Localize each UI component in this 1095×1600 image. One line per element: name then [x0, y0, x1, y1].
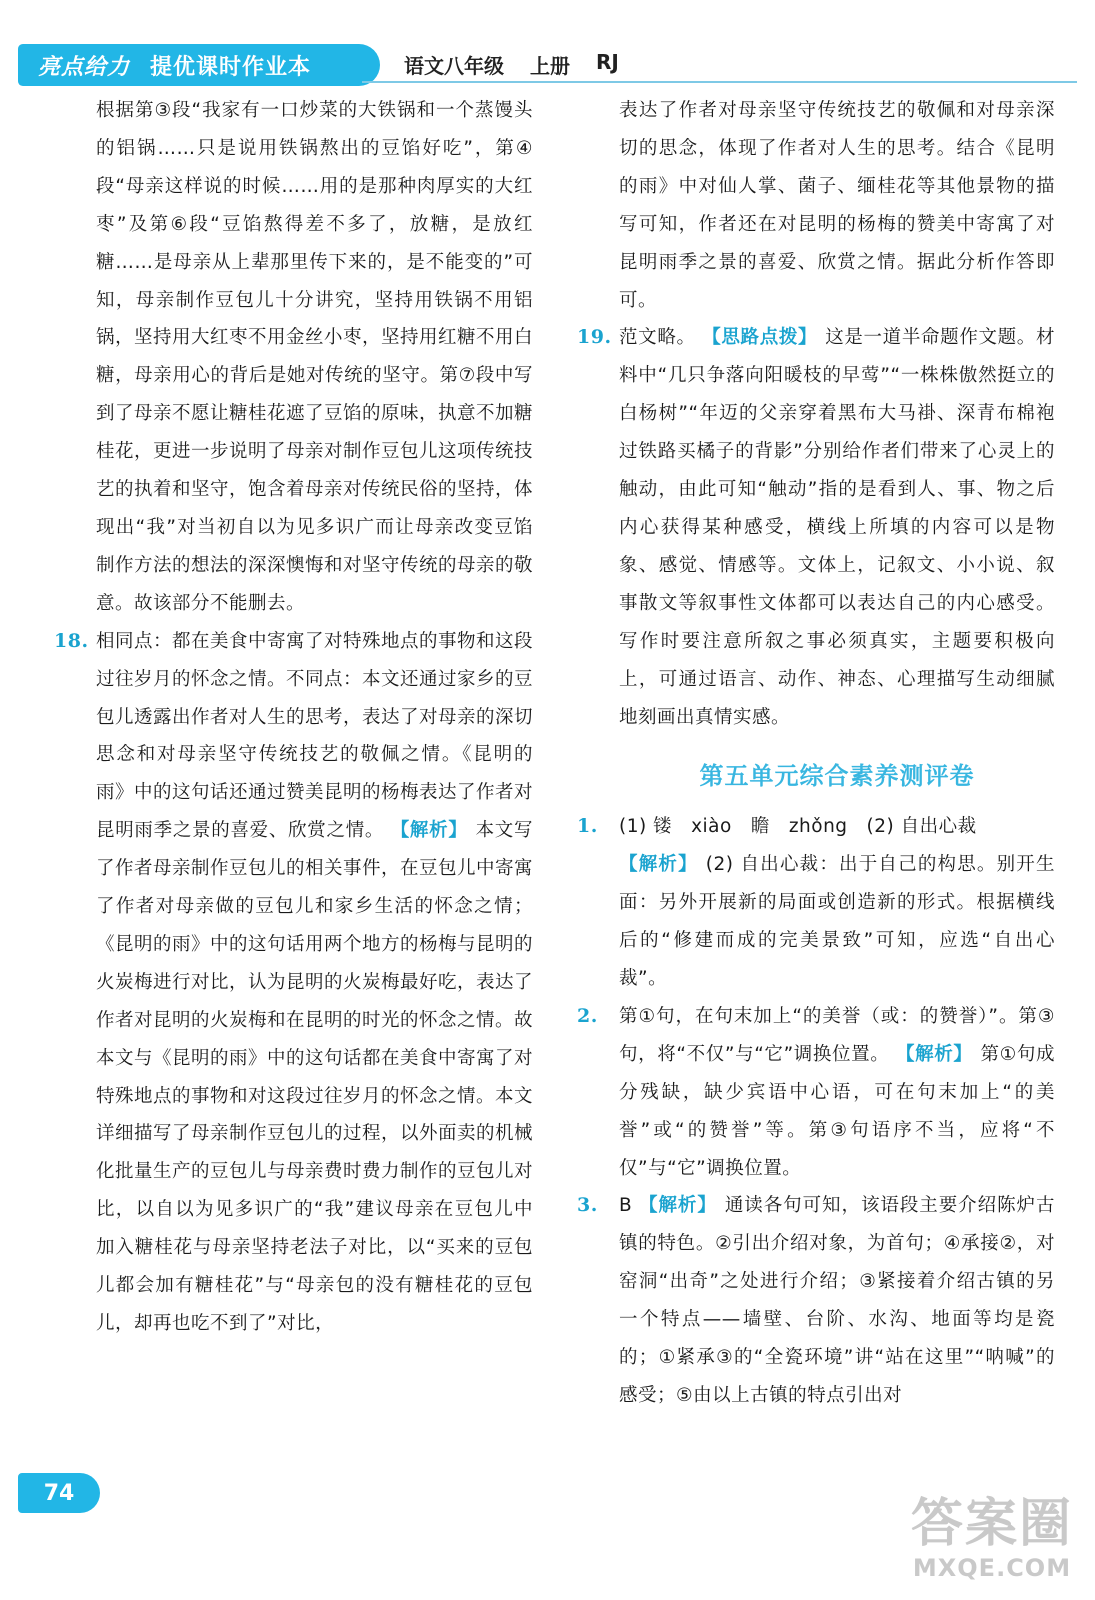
- question-number-3: 3.: [577, 1194, 598, 1217]
- page-number: 74: [18, 1473, 100, 1513]
- analysis-1-text: (2) 自出心裁：出于自己的构思。别开生面：另外开展新的局面或创造新的形式。根据横线后的“修建而成的完美景致”可知，应选“自出心裁”。: [619, 854, 1055, 990]
- brand-name: 亮点给力: [38, 54, 131, 80]
- question-number-2: 2.: [577, 1004, 598, 1027]
- header-rule: [362, 81, 1077, 83]
- section-title: 第五单元综合素养测评卷: [699, 762, 975, 791]
- analysis-tag-18: 【解析】: [390, 820, 468, 842]
- answer-19: [577, 319, 1055, 736]
- watermark-logo-text: 答案圈: [910, 1494, 1073, 1554]
- analysis-2-text: 第①句成分残缺，缺少宾语中心语，可在句末加上“的美誉”或“的赞誉”等。第③句语序不当，应将“不仅”与“它”调换位置。: [619, 1043, 1055, 1179]
- header-badge: [18, 44, 380, 86]
- book-info: [404, 50, 619, 79]
- volume: 上册: [530, 54, 570, 78]
- answer-3: [577, 1187, 1055, 1414]
- answer-18: [54, 623, 534, 1343]
- answer-3-text: B: [619, 1195, 633, 1217]
- continued-analysis-18: 表达了作者对母亲坚守传统技艺的敬佩和对母亲深切的思念，体现了作者对人生的思考。结合《昆明的雨》中对仙人掌、菌子、缅桂花等其他景物的描写可知，作者还在对昆明的杨梅的赞美中寄寓了对昆明雨季之景的喜爱、欣赏之情。据此分析作答即可。: [619, 100, 1055, 311]
- answer-19-text: 范文略。: [619, 327, 696, 349]
- hint-tag-19: 【思路点拨】: [702, 327, 818, 349]
- question-number-19: 19.: [577, 326, 612, 349]
- answer-2-text: 第①句，在句末加上“的美誉（或：的赞誉）”。第③句，将“不仅”与“它”调换位置。: [619, 1005, 1055, 1065]
- watermark-url: MXQE.COM: [912, 1554, 1072, 1582]
- answer-1-text: (1) 镂 xiào 瞻 zhǒng (2) 自出心裁: [619, 816, 977, 838]
- answer-1: [577, 808, 1055, 998]
- subject-grade: 语文八年级: [404, 54, 504, 78]
- continued-answer-17: 根据第③段“我家有一口炒菜的大铁锅和一个蒸馒头的铝锅……只是说用铁锅熬出的豆馅好吃”，第④段“母亲这样说的时候……用的是那种肉厚实的大红枣”及第⑥段“豆馅熬得差不多了，放糖，是放红糖……是母亲从上辈那里传下来的，是不能变的”可知，母亲制作豆包儿十分讲究，坚持用铁锅不用铝锅，坚持用大红枣不用金丝小枣，坚持用红糖不用白糖，母亲用心的背后是她对传统的坚守。第⑦段中写到了母亲不愿让糖桂花遮了豆馅的原味，执意不加糖桂花，更进一步说明了母亲对制作豆包儿这项传统技艺的执着和坚守，饱含着母亲对传统民俗的坚持，体现出“我”对当初自以为见多识广而让母亲改变豆馅制作方法的想法的深深懊悔和对坚守传统的母亲的敬意。故该部分不能删去。: [96, 100, 534, 614]
- answer-18-text: 相同点：都在美食中寄寓了对特殊地点的事物和这段过往岁月的怀念之情。不同点：本文还通过家乡的豆包儿透露出作者对人生的思考，表达了对母亲的深切思念和对母亲坚守传统技艺的敬佩之情。《昆明的雨》中的这句话还通过赞美昆明的杨梅表达了作者对昆明雨季之景的喜爱、欣赏之情。: [96, 630, 534, 842]
- answer-2: [577, 998, 1055, 1188]
- question-number-1: 1.: [577, 815, 598, 838]
- right-column: [577, 92, 1055, 1415]
- edition: RJ: [596, 50, 619, 74]
- analysis-18-text: 本文写了作者母亲制作豆包儿的相关事件，在豆包儿中寄寓了作者对母亲做的豆包儿和家乡生活的怀念之情；《昆明的雨》中的这句话用两个地方的杨梅与昆明的火炭梅进行对比，认为昆明的火炭梅最好吃，表达了作者对昆明的火炭梅和在昆明的时光的怀念之情。故本文与《昆明的雨》中的这句话都在美食中寄寓了对特殊地点的事物和对这段过往岁月的怀念之情。本文详细描写了母亲制作豆包儿的过程，以外面卖的机械化批量生产的豆包儿与母亲费时费力制作的豆包儿对比，以自以为见多识广的“我”建议母亲在豆包儿中加入糖桂花与母亲坚持老法子对比，以“买来的豆包儿都会加有糖桂花”与“母亲包的没有糖桂花的豆包儿，却再也吃不到了”对比，: [96, 820, 534, 1334]
- analysis-tag-1: 【解析】: [619, 854, 698, 876]
- left-column: [54, 92, 534, 1343]
- question-number-18: 18.: [54, 629, 89, 652]
- hint-19-text: 这是一道半命题作文题。材料中“几只争落向阳暖枝的早莺”“一株株傲然挺立的白杨树”“年迈的父亲穿着黑布大马褂、深青布棉袍过铁路买橘子的背影”分别给作者们带来了心灵上的触动，由此可知“触动”指的是看到人、事、物之后内心获得某种感受，横线上所填的内容可以是物象、感觉、情感等。文体上，记叙文、小小说、叙事散文等叙事性文体都可以表达自己的内心感受。写作时要注意所叙之事必须真实，主题要积极向上，可通过语言、动作、神态、心理描写生动细腻地刻画出真情实感。: [619, 327, 1055, 728]
- analysis-tag-2: 【解析】: [895, 1043, 973, 1065]
- series-name: 提优课时作业本: [150, 54, 312, 80]
- watermark-logo: [911, 1494, 1073, 1582]
- analysis-tag-3: 【解析】: [639, 1195, 717, 1217]
- analysis-3-text: 通读各句可知，该语段主要介绍陈炉古镇的特色。②引出介绍对象，为首句；④承接②，对窑洞“出奇”之处进行介绍；③紧接着介绍古镇的另一个特点——墙壁、台阶、水沟、地面等均是瓷的；①紧承③的“全瓷环境”讲“站在这里”“呐喊”的感受；⑤由以上古镇的特点引出对: [619, 1195, 1055, 1406]
